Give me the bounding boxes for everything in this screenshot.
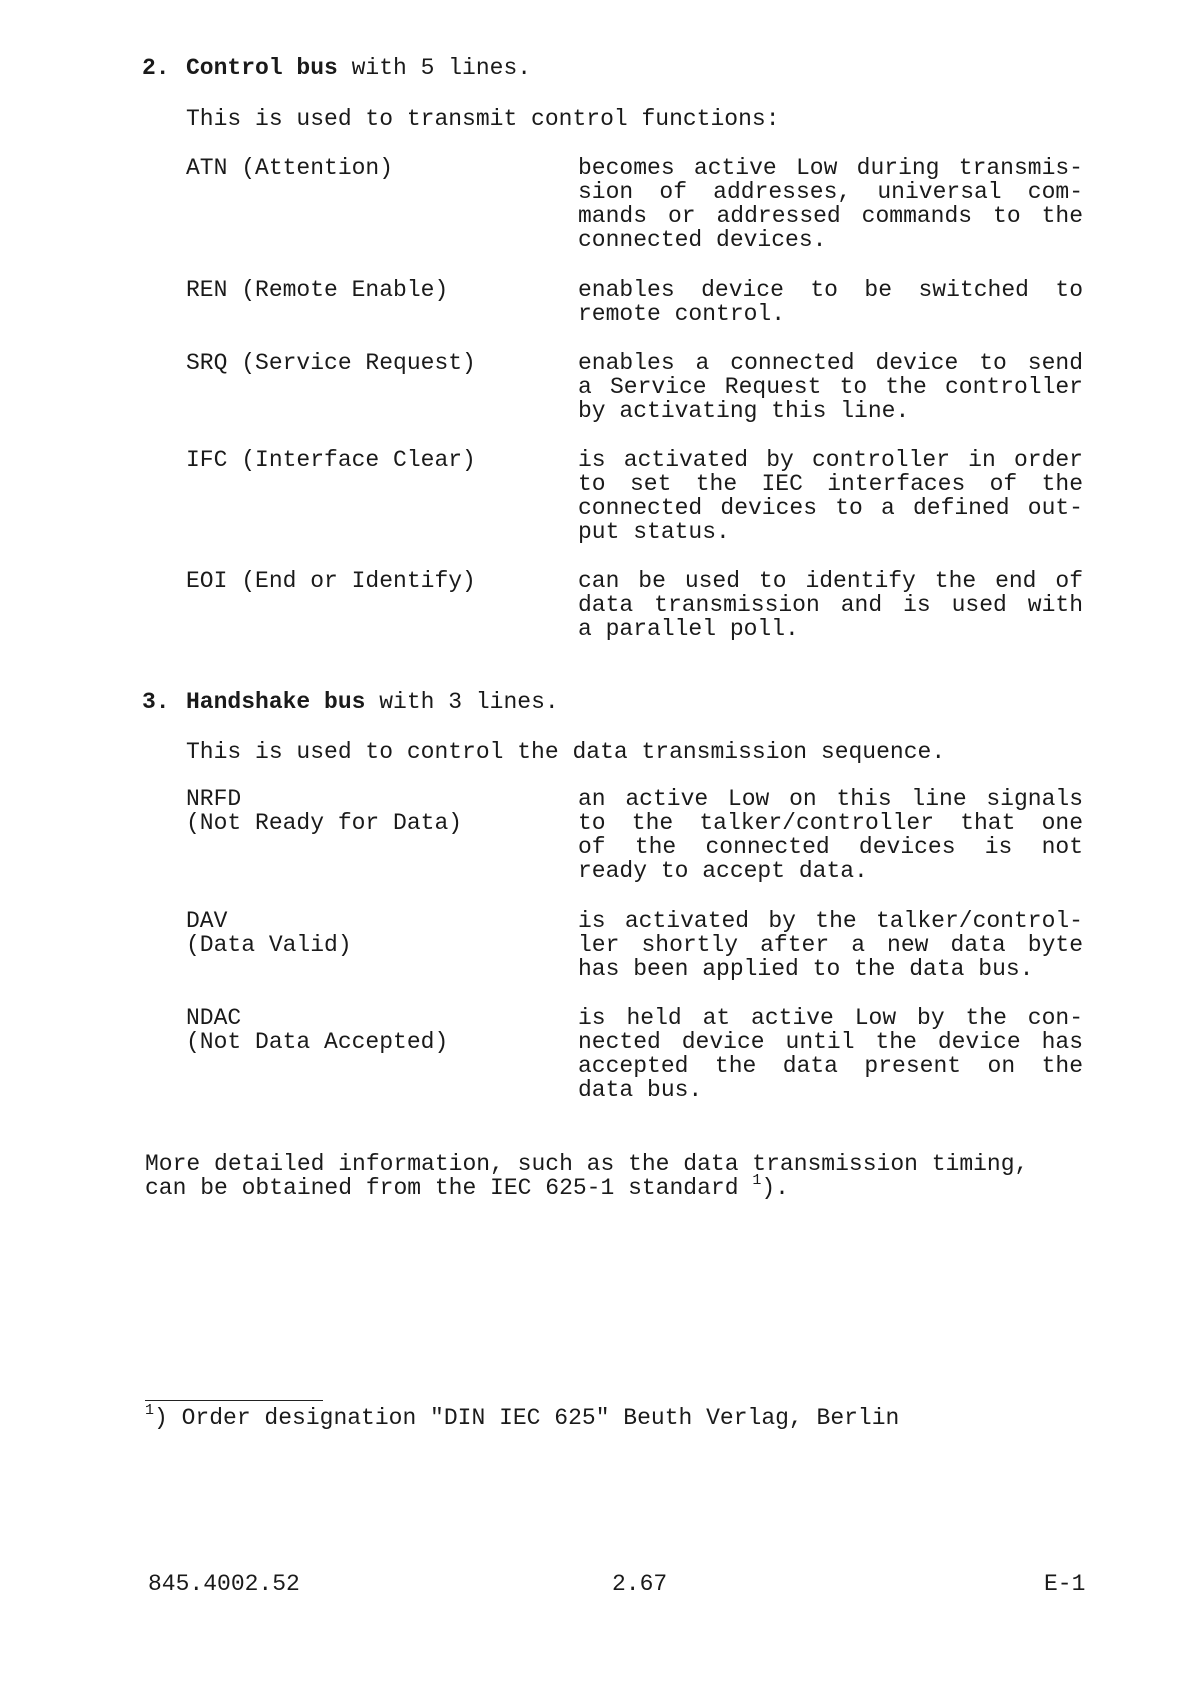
doc-number: 845.4002.52 bbox=[148, 1571, 300, 1597]
note-line-2: can be obtained from the IEC 625-1 standard $^1$). bbox=[145, 1172, 789, 1201]
section-number: 3. bbox=[142, 689, 170, 715]
term-dav: DAV (Data Valid) bbox=[186, 908, 352, 958]
term-ifc: IFC (Interface Clear) bbox=[186, 447, 476, 473]
term-ren: REN (Remote Enable) bbox=[186, 277, 449, 303]
edition-mark: E-1 bbox=[1044, 1571, 1086, 1597]
section-title-bold: Control bus bbox=[186, 55, 338, 81]
footnote-mark: 1 bbox=[145, 1402, 155, 1419]
desc-atn: becomes active Low during transmis- sion of addresses, universal com- mands or addressed commands to the connected devices. bbox=[578, 155, 1083, 253]
section-3-heading bbox=[142, 690, 559, 714]
section-2-heading bbox=[142, 56, 531, 80]
term-eoi: EOI (End or Identify) bbox=[186, 568, 476, 594]
footnote-text: ) Order designation "DIN IEC 625" Beuth Verlag, Berlin bbox=[154, 1405, 900, 1431]
term-ndac: NDAC (Not Data Accepted) bbox=[186, 1005, 449, 1055]
section-2-intro: This is used to transmit control functions: bbox=[186, 106, 780, 132]
desc-dav: is activated by the talker/control- ler shortly after a new data byte has been applied to the data bus. bbox=[578, 908, 1083, 982]
footnote-ref: 1 bbox=[752, 1172, 762, 1189]
footnote-divider bbox=[145, 1400, 323, 1401]
term-srq: SRQ (Service Request) bbox=[186, 350, 476, 376]
section-title-rest: with 3 lines. bbox=[365, 689, 559, 715]
section-number: 2. bbox=[142, 55, 170, 81]
term-nrfd: NRFD (Not Ready for Data) bbox=[186, 786, 463, 836]
desc-nrfd: an active Low on this line signals to the talker/controller that one of the connected devices is not ready to accept data. bbox=[578, 786, 1083, 884]
desc-ren: enables device to be switched to remote control. bbox=[578, 277, 1083, 327]
desc-eoi: can be used to identify the end of data transmission and is used with a parallel poll. bbox=[578, 568, 1083, 642]
desc-srq: enables a connected device to send a Service Request to the controller by activating this line. bbox=[578, 350, 1083, 424]
section-title-rest: with 5 lines. bbox=[337, 55, 532, 81]
footnote bbox=[145, 1402, 900, 1433]
page-number: 2.67 bbox=[612, 1571, 668, 1597]
section-title-bold: Handshake bus bbox=[186, 689, 366, 715]
note-line-1: More detailed information, such as the data transmission timing, bbox=[145, 1151, 1029, 1177]
desc-ndac: is held at active Low by the con- nected device until the device has accepted the data present on the data bus. bbox=[578, 1005, 1083, 1103]
section-3-intro: This is used to control the data transmission sequence. bbox=[186, 739, 946, 765]
term-atn: ATN (Attention) bbox=[186, 155, 394, 181]
info-note bbox=[145, 1152, 1085, 1203]
desc-ifc: is activated by controller in order to set the IEC interfaces of the connected devices to a defined out- put status. bbox=[578, 447, 1083, 545]
